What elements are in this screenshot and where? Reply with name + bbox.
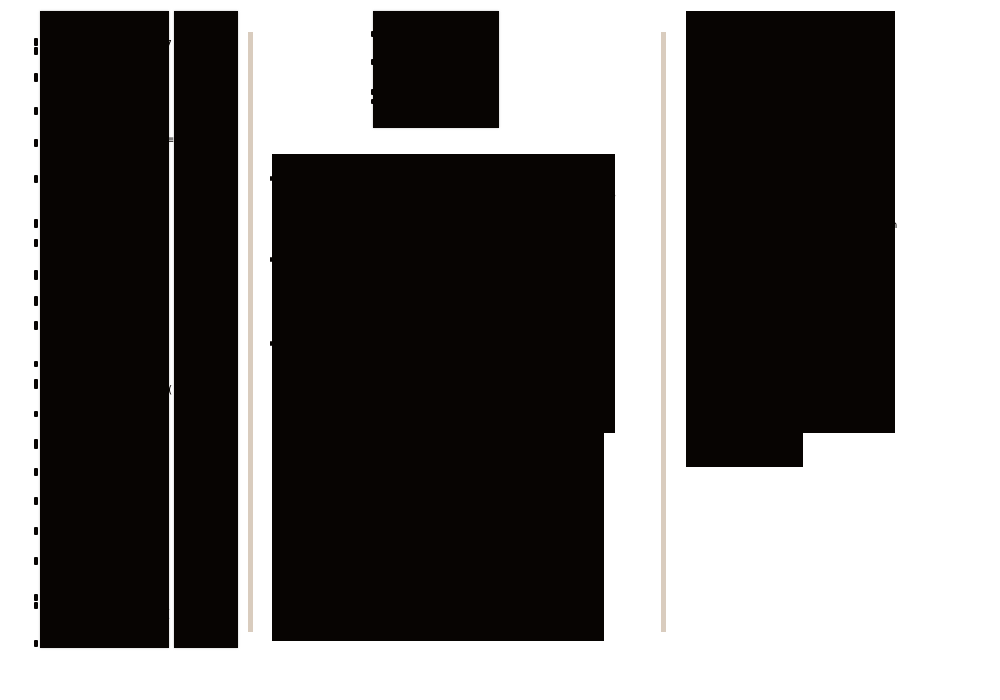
text-fragment-tick xyxy=(34,270,38,280)
text-fragment-tick xyxy=(34,602,38,609)
redacted-right-panel xyxy=(686,11,898,467)
text-fragment-tick xyxy=(34,139,38,147)
text-fragment-tick xyxy=(270,257,272,262)
text-fragment-tick xyxy=(34,379,38,389)
text-fragment-tick xyxy=(34,468,38,476)
text-fragment-tick xyxy=(34,239,38,247)
text-fragment-tick xyxy=(34,497,38,505)
pane-divider-left xyxy=(248,32,253,632)
text-fragment-tick xyxy=(270,341,272,346)
text-fragment-tick xyxy=(34,219,38,228)
text-fragment-glyph: ( xyxy=(166,607,171,620)
redacted-center-main-content xyxy=(272,154,615,641)
text-fragment-glyph: ≡ xyxy=(166,135,175,146)
text-fragment-tick xyxy=(34,321,38,330)
text-fragment-tick xyxy=(34,175,38,183)
text-fragment-tick xyxy=(34,527,38,535)
text-fragment-glyph: · xyxy=(893,77,896,87)
text-fragment-tick xyxy=(371,99,374,104)
text-fragment-tick xyxy=(34,361,38,367)
text-fragment-glyph: s xyxy=(611,190,616,200)
text-fragment-tick xyxy=(270,176,272,181)
text-fragment-tick xyxy=(34,594,38,601)
text-fragment-tick xyxy=(34,47,38,55)
text-fragment-glyph: n xyxy=(891,220,898,231)
text-fragment-tick xyxy=(371,31,374,37)
text-fragment-tick xyxy=(34,73,38,82)
text-fragment-glyph: ’ xyxy=(610,292,614,305)
redacted-left-column-secondary xyxy=(174,11,238,648)
text-fragment-tick xyxy=(34,439,38,449)
text-fragment-tick xyxy=(34,107,38,115)
text-fragment-glyph: 7 xyxy=(165,38,172,51)
text-fragment-tick xyxy=(34,557,38,565)
text-fragment-tick xyxy=(34,411,38,417)
redacted-center-avatar xyxy=(373,11,499,128)
pane-divider-right xyxy=(661,32,666,632)
text-fragment-tick xyxy=(34,38,38,46)
text-fragment-tick xyxy=(34,296,38,306)
text-fragment-tick xyxy=(371,59,374,65)
redacted-left-column-primary xyxy=(40,11,169,648)
text-fragment-glyph: ( xyxy=(168,383,173,396)
text-fragment-tick xyxy=(371,89,374,95)
text-fragment-tick xyxy=(34,640,38,647)
